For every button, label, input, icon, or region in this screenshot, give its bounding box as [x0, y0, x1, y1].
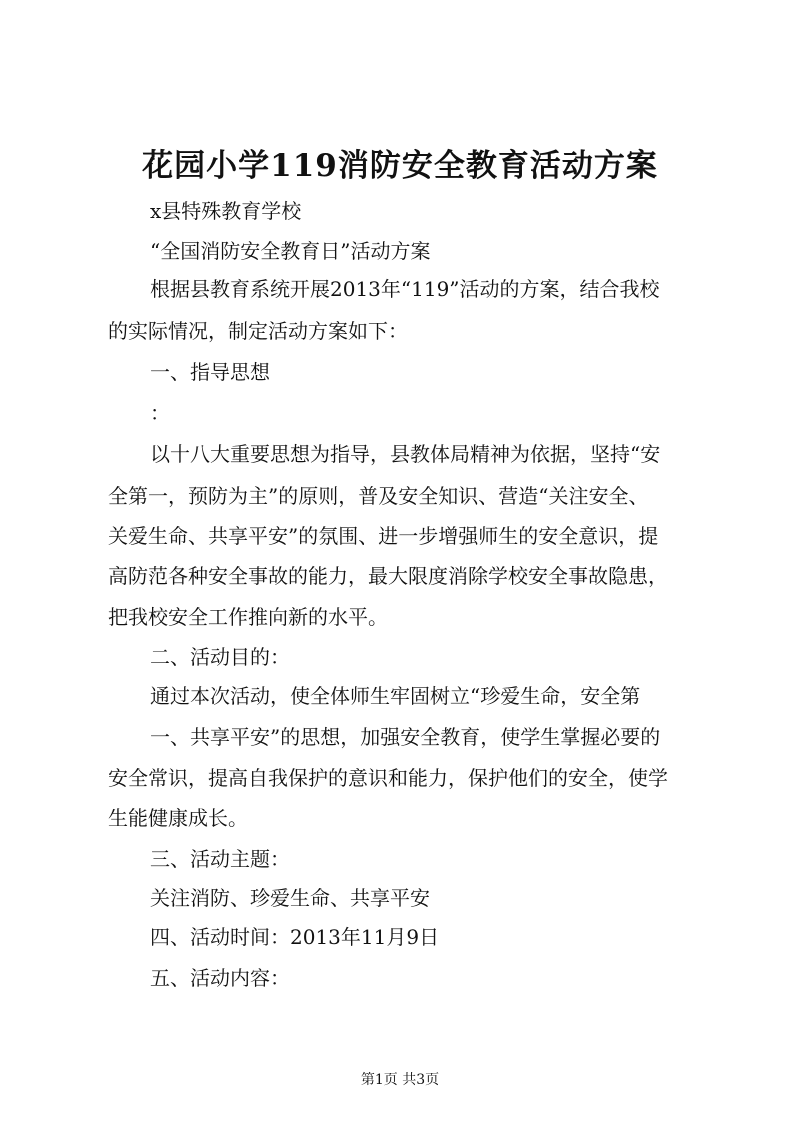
page-number-footer: 第1页 共3页: [360, 1072, 440, 1088]
text-line-5: 一、指导思想: [150, 360, 270, 384]
text-line-20: 五、活动内容：: [150, 966, 290, 990]
text-line-16: 生能健康成长。: [108, 806, 248, 830]
text-line-15: 安全常识，提高自我保护的意识和能力，保护他们的安全，使学: [108, 766, 668, 790]
text-line-1: x县特殊教育学校: [150, 199, 302, 223]
text-line-8: 全第一，预防为主”的原则，普及安全知识、营造“关注安全、: [108, 484, 649, 508]
text-line-18: 关注消防、珍爱生命、共享平安: [150, 886, 430, 910]
text-line-10: 高防范各种安全事故的能力，最大限度消除学校安全事故隐患，: [108, 564, 668, 588]
text-line-17: 三、活动主题：: [150, 847, 290, 871]
text-line-4: 的实际情况，制定活动方案如下：: [108, 319, 408, 343]
text-line-2: “全国消防安全教育日”活动方案: [150, 239, 431, 263]
text-line-19: 四、活动时间：2013年11月9日: [150, 925, 440, 949]
text-line-11: 把我校安全工作推向新的水平。: [108, 605, 388, 629]
text-line-12: 二、活动目的：: [150, 645, 290, 669]
document-title: 花园小学119消防安全教育活动方案: [142, 148, 658, 184]
text-line-9: 关爱生命、共享平安”的氛围、进一步增强师生的安全意识，提: [108, 524, 659, 548]
text-line-3: 根据县教育系统开展2013年“119”活动的方案，结合我校: [150, 277, 660, 301]
text-line-13: 通过本次活动，使全体师生牢固树立“珍爱生命，安全第: [150, 684, 641, 708]
text-line-14: 一、共享平安”的思想，加强安全教育，使学生掌握必要的: [150, 725, 661, 749]
text-line-7: 以十八大重要思想为指导，县教体局精神为依据，坚持“安: [150, 442, 661, 466]
text-line-6: ：: [150, 401, 170, 425]
